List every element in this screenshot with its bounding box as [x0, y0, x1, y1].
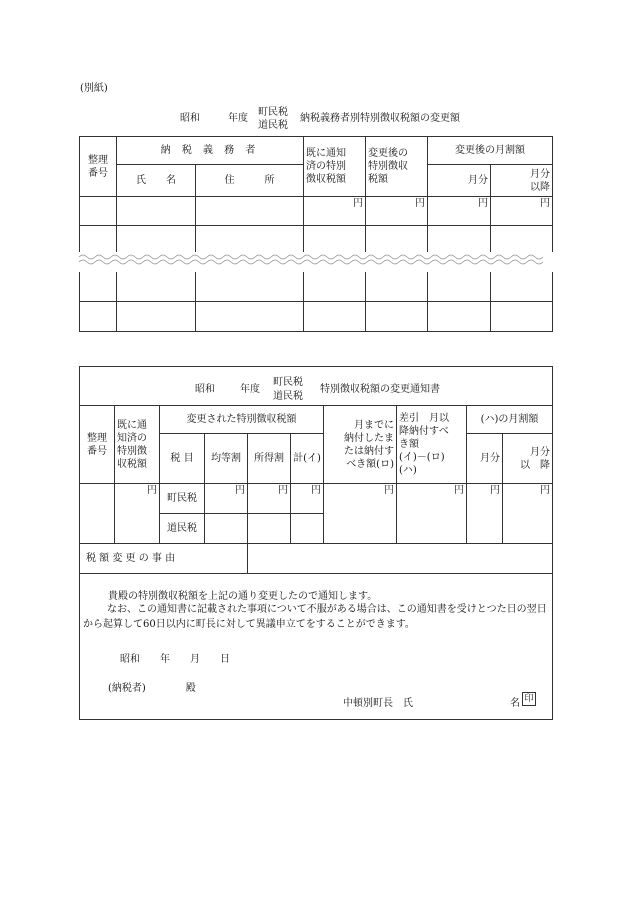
header-zeimoku: 税 目 — [160, 434, 205, 484]
cell — [366, 272, 428, 301]
header-month-after: 月分 以 降 — [503, 434, 553, 484]
cell — [491, 272, 553, 301]
bottom-title-year: 年度 — [240, 384, 260, 395]
cell — [196, 272, 304, 301]
yen-unit: 円 — [324, 484, 397, 544]
header-ha-monthly: (ハ)の月割額 — [467, 406, 553, 434]
cell — [366, 301, 428, 331]
top-title-year: 年度 — [228, 113, 248, 124]
header-address: 住 所 — [196, 165, 304, 197]
notice-line-2: なお、この通知書に記載された事項について不服がある場合は、この通知書を受けとつた日の翌日から起算して60日以内に町長に対して異議申立てをすることができます。 — [83, 604, 547, 630]
bottom-title-tax-pref: 道民税 — [273, 391, 303, 402]
yen-unit: 円 — [366, 197, 428, 226]
table-break-wave — [0, 252, 630, 266]
reason-label: 税 額 変 更 の 事 由 — [80, 544, 248, 574]
yen-unit: 円 — [467, 484, 503, 544]
header-monthly: 変更後の月割額 — [428, 137, 553, 165]
header-name: 氏 名 — [117, 165, 196, 197]
header-notified: 既に通知 済の特別 徴収税額 — [304, 137, 366, 197]
cell — [304, 272, 366, 301]
cell — [117, 226, 196, 256]
header-notified: 既に通 知済の 特別徴 収税額 — [115, 406, 160, 484]
taxpayer-addressee: (納税者) 殿 — [108, 683, 196, 694]
cell — [428, 226, 491, 256]
cell — [304, 226, 366, 256]
header-taxpayer: 納 税 義 務 者 — [117, 137, 304, 165]
top-title-tax-pref: 道民税 — [258, 120, 288, 131]
seal-mark — [522, 692, 536, 706]
header-seiri: 整理 番号 — [80, 406, 115, 484]
header-paid: 月までに 納付したま たは納付す べき額(ロ) — [324, 406, 397, 484]
header-kintou: 均等割 — [205, 434, 248, 484]
cell — [491, 226, 553, 256]
row-pref-tax: 道民税 — [160, 514, 205, 544]
seal-icon: 印 — [522, 692, 536, 706]
cell — [80, 226, 117, 256]
cell — [117, 272, 196, 301]
cell — [248, 514, 291, 544]
yen-unit: 円 — [248, 484, 291, 514]
header-month-after: 月分 以降 — [491, 165, 553, 197]
top-title-era: 昭和 — [180, 113, 200, 124]
mayor-signature: 中頓別町長 氏 — [343, 698, 413, 709]
row-town-tax: 町民税 — [160, 484, 205, 514]
header-changed: 変更された特別徴収税額 — [160, 406, 324, 434]
header-changed: 変更後の 特別徴収 税額 — [366, 137, 428, 197]
name-label: 名 — [510, 698, 520, 709]
top-title: 納税義務者別特別徴収税額の変更額 — [300, 113, 460, 124]
bottom-title-era: 昭和 — [195, 384, 215, 395]
bottom-title-tax-town: 町民税 — [273, 377, 303, 388]
top-table-upper — [79, 136, 553, 256]
yen-unit: 円 — [291, 484, 324, 514]
cell — [117, 197, 196, 226]
cell — [205, 514, 248, 544]
top-title-tax-town: 町民税 — [258, 107, 288, 118]
notice-table — [79, 405, 553, 574]
cell — [428, 272, 491, 301]
cell — [196, 226, 304, 256]
cell — [491, 301, 553, 331]
bottom-title: 特別徴収税額の変更通知書 — [320, 384, 440, 395]
header-month: 月分 — [428, 165, 491, 197]
cell — [80, 197, 117, 226]
yen-unit: 円 — [428, 197, 491, 226]
header-total: 計(イ) — [291, 434, 324, 484]
reason-value — [248, 544, 553, 574]
yen-unit: 円 — [503, 484, 553, 544]
header-month: 月分 — [467, 434, 503, 484]
yen-unit: 円 — [205, 484, 248, 514]
header-shotoku: 所得割 — [248, 434, 291, 484]
cell — [366, 226, 428, 256]
cell — [196, 301, 304, 331]
yen-unit: 円 — [397, 484, 467, 544]
cell — [291, 514, 324, 544]
cell — [117, 301, 196, 331]
header-seiri: 整理 番号 — [80, 137, 117, 197]
cell — [428, 301, 491, 331]
cell — [80, 272, 117, 301]
cell — [80, 301, 117, 331]
attachment-label: (別紙) — [80, 83, 108, 94]
notice-line-1: 貴殿の特別徴収税額を上記の通り変更したので通知します。 — [108, 591, 378, 602]
cell — [80, 484, 115, 544]
cell — [304, 301, 366, 331]
header-diff: 差引 月以 降納付すべ き額 (イ)－(ロ) (ハ) — [397, 406, 467, 484]
notice-date: 昭和 年 月 日 — [120, 654, 230, 665]
yen-unit: 円 — [115, 484, 160, 544]
yen-unit: 円 — [304, 197, 366, 226]
yen-unit: 円 — [491, 197, 553, 226]
cell — [196, 197, 304, 226]
top-table-lower — [79, 272, 553, 332]
